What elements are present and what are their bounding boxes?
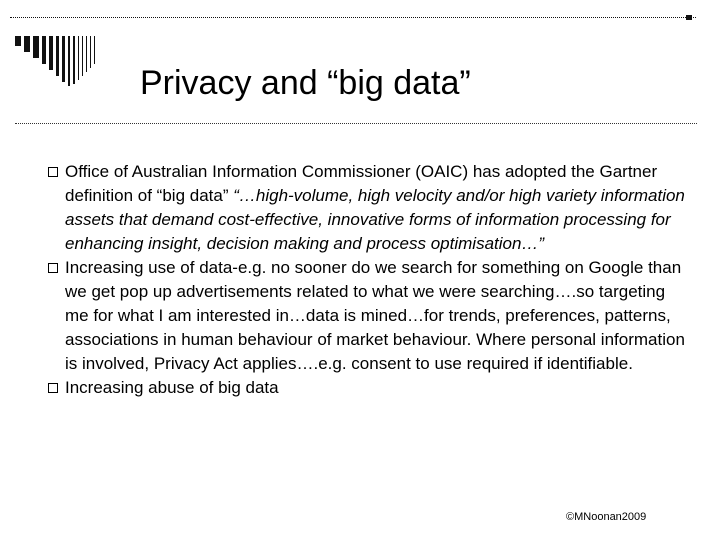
square-bullet-icon <box>48 167 58 177</box>
title-divider <box>15 123 697 124</box>
bullet-item <box>48 376 688 400</box>
bullet-text: Increasing abuse of big data <box>65 378 279 397</box>
slide-title: Privacy and “big data” <box>140 64 471 102</box>
decorative-bars <box>15 36 135 88</box>
top-rule <box>10 17 696 18</box>
copyright-footer: ©MNoonan2009 <box>566 511 647 523</box>
bullet-text: Office of Australian Information Commissioner (OAIC) has adopted the Gartner definition of “big data” <box>65 162 658 205</box>
definition-quote: “…high-volume, high velocity and/or high variety information assets that demand cost-effective, innovative forms of information processing for enhancing insight, decision making and process optimisation…” <box>65 186 685 253</box>
square-bullet-icon <box>48 263 58 273</box>
bullet-text: Increasing use of data-e.g. no sooner do we search for something on Google than we get pop up advertisements related to what we were searching….so targeting me for what I am interested in…data is mined…for trends, preferences, patterns, associations in human behaviour of market behaviour. Where personal information is involved, Privacy Act applies….e.g. consent to use required if identifiable. <box>65 258 685 373</box>
bullet-item <box>48 160 688 256</box>
square-bullet-icon <box>48 383 58 393</box>
bullet-list <box>48 160 688 400</box>
bullet-item <box>48 256 688 376</box>
top-rule-end-mark <box>686 15 692 20</box>
